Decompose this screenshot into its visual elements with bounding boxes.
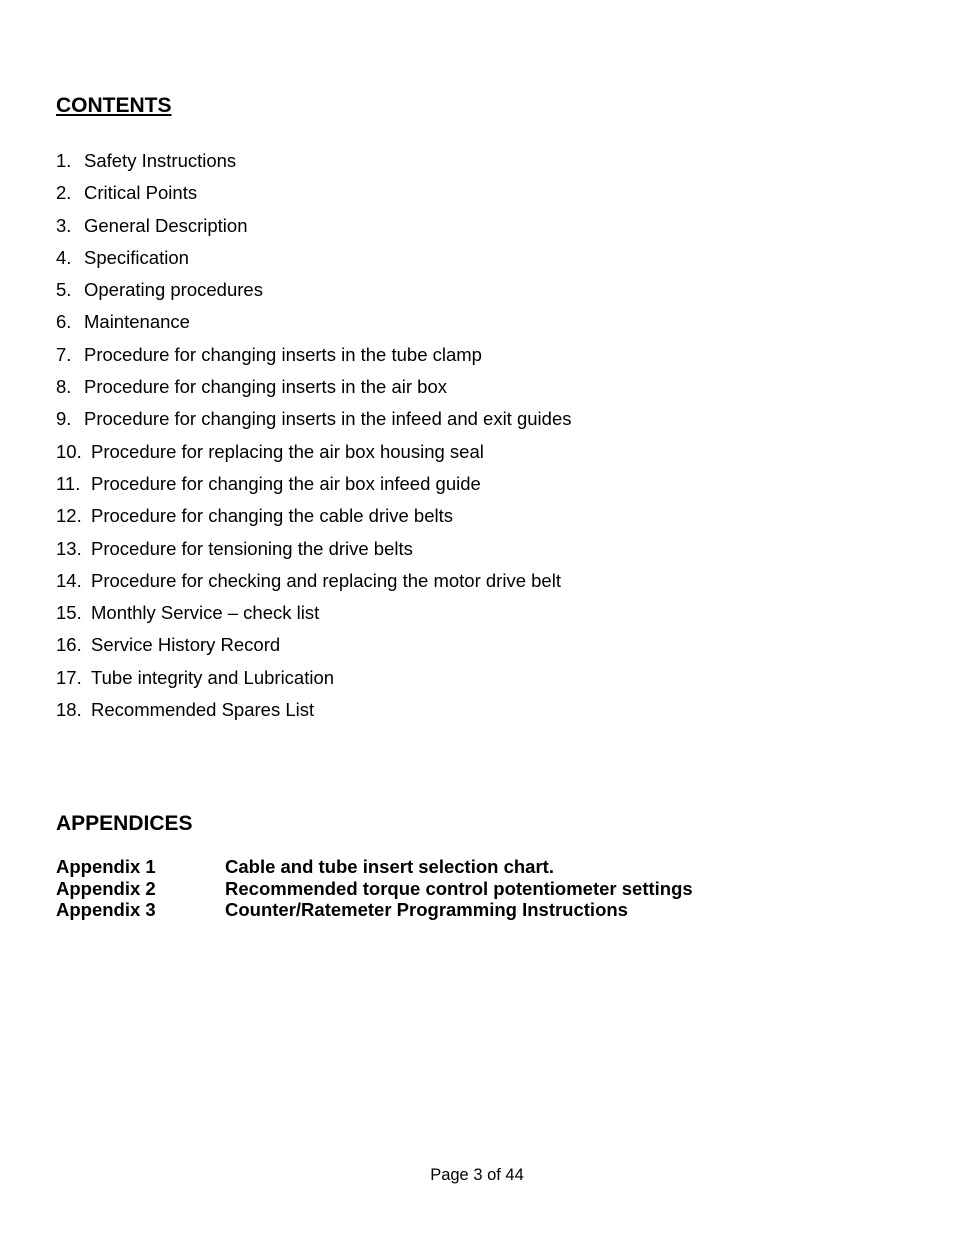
appendix-title: Counter/Ratemeter Programming Instructions — [225, 899, 628, 921]
contents-item-label: Procedure for tensioning the drive belts — [91, 537, 413, 559]
appendix-row — [56, 899, 693, 921]
contents-item-label: Maintenance — [84, 311, 190, 333]
contents-item — [56, 182, 571, 214]
contents-item — [56, 247, 571, 279]
contents-item-number: 16. — [56, 634, 82, 656]
contents-item-label: Safety Instructions — [84, 150, 237, 171]
contents-item-label: Service History Record — [91, 634, 281, 656]
contents-item-label: Procedure for checking and replacing the motor drive belt — [91, 569, 561, 591]
contents-item-label: Operating procedures — [84, 279, 263, 301]
contents-item-label: Critical Points — [84, 182, 198, 204]
appendix-label: Appendix 3 — [56, 899, 156, 921]
contents-item-number: 11. — [56, 472, 81, 494]
appendix-title: Recommended torque control potentiometer settings — [225, 877, 693, 899]
contents-item — [56, 311, 571, 343]
contents-item — [56, 344, 571, 376]
contents-item-number: 5. — [56, 279, 72, 301]
contents-item-number: 15. — [56, 602, 82, 624]
appendix-row — [56, 878, 693, 900]
appendices-heading: APPENDICES — [56, 812, 193, 835]
appendix-row — [56, 856, 693, 878]
contents-item-number: 6. — [56, 311, 72, 333]
contents-item-number: 10. — [56, 440, 82, 462]
contents-item — [56, 667, 571, 699]
contents-item-number: 13. — [56, 537, 82, 559]
contents-item — [56, 279, 571, 311]
appendix-label: Appendix 1 — [56, 856, 156, 877]
contents-item-number: 12. — [56, 505, 82, 527]
contents-item-label: Procedure for changing inserts in the tube clamp — [84, 343, 482, 365]
contents-heading: CONTENTS — [56, 94, 172, 117]
contents-item-number: 7. — [56, 343, 72, 365]
contents-item — [56, 570, 571, 602]
contents-item — [56, 150, 571, 182]
contents-item-label: Specification — [84, 246, 189, 268]
contents-item-label: Recommended Spares List — [91, 699, 315, 721]
contents-item-number: 14. — [56, 569, 82, 591]
contents-item-number: 17. — [56, 666, 82, 688]
contents-list — [56, 150, 571, 731]
appendix-label: Appendix 2 — [56, 877, 156, 899]
contents-item-label: Procedure for changing the cable drive belts — [91, 505, 453, 527]
contents-item-label: Procedure for changing the air box infeed guide — [91, 472, 481, 494]
page-number-footer: Page 3 of 44 — [430, 1166, 524, 1184]
contents-item — [56, 376, 571, 408]
contents-item-number: 4. — [56, 246, 72, 268]
contents-item-label: Monthly Service – check list — [91, 602, 320, 624]
contents-item — [56, 538, 571, 570]
contents-item-number: 8. — [56, 376, 72, 398]
contents-item — [56, 505, 571, 537]
contents-item — [56, 699, 571, 731]
contents-item-label: Procedure for replacing the air box housing seal — [91, 440, 484, 462]
contents-item-number: 1. — [56, 150, 72, 171]
contents-item-label: General Description — [84, 214, 248, 236]
appendix-title: Cable and tube insert selection chart. — [225, 856, 554, 877]
contents-item — [56, 441, 571, 473]
contents-item — [56, 215, 571, 247]
contents-item-number: 3. — [56, 214, 72, 236]
contents-item-number: 18. — [56, 699, 82, 721]
contents-item-number: 2. — [56, 182, 72, 204]
contents-item-label: Procedure for changing inserts in the air box — [84, 376, 448, 398]
appendices-list — [56, 856, 693, 921]
contents-item — [56, 473, 571, 505]
contents-item — [56, 602, 571, 634]
contents-item-label: Tube integrity and Lubrication — [91, 666, 335, 688]
contents-item — [56, 634, 571, 666]
contents-item-number: 9. — [56, 408, 72, 430]
contents-item — [56, 408, 571, 440]
contents-item-label: Procedure for changing inserts in the infeed and exit guides — [84, 408, 572, 430]
